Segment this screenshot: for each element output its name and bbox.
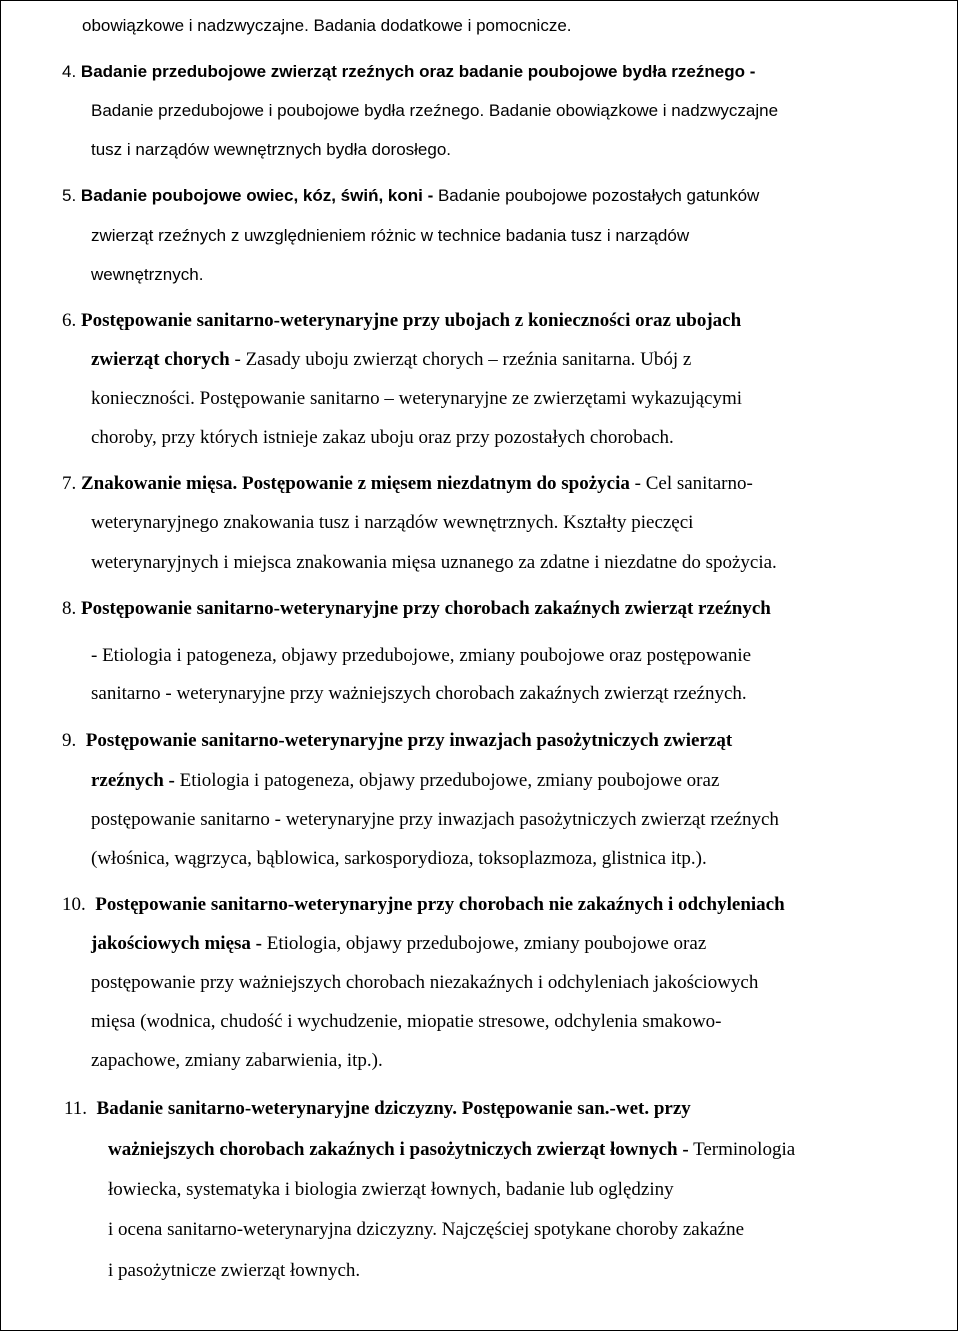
item-text: sanitarno - weterynaryjne przy ważniejszych chorobach zakaźnych zwierząt rzeźnych.: [91, 683, 747, 704]
item-text: tusz i narządów wewnętrznych bydła dorosłego.: [91, 140, 452, 159]
item-title: Badanie poubojowe owiec, kóz, świń, koni -: [80, 186, 434, 205]
item-text: Badanie poubojowe pozostałych gatunków: [433, 186, 760, 205]
item-number: 10.: [62, 894, 86, 915]
item-text: Terminologia: [688, 1139, 796, 1160]
item-text: postępowanie sanitarno - weterynaryjne przy inwazjach pasożytniczych zwierząt rzeźnych: [91, 809, 779, 830]
item-text: zapachowe, zmiany zabarwienia, itp.).: [91, 1050, 383, 1071]
item-text: - Cel sanitarno-: [629, 473, 753, 494]
item-text: Badanie przedubojowe i poubojowe bydła rzeźnego. Badanie obowiązkowe i nadzwyczajne: [91, 101, 779, 120]
item-title: Postępowanie sanitarno-weterynaryjne przy chorobach zakaźnych zwierząt rzeźnych: [81, 598, 771, 619]
item-text: Etiologia, objawy przedubojowe, zmiany poubojowe oraz: [261, 933, 707, 954]
item-title: Postępowanie sanitarno-weterynaryjne przy inwazjach pasożytniczych zwierząt: [85, 730, 733, 751]
intro-line: obowiązkowe i nadzwyczajne. Badania dodatkowe i pomocnicze.: [82, 16, 572, 35]
item-text: postępowanie przy ważniejszych chorobach niezakaźnych i odchyleniach jakościowych: [91, 972, 759, 993]
item-number: 7.: [62, 473, 77, 494]
item-number: 6.: [62, 310, 77, 331]
item-number: 4.: [62, 62, 77, 81]
item-text: i pasożytnicze zwierząt łownych.: [108, 1260, 361, 1281]
item-title: Znakowanie mięsa.: [81, 473, 238, 494]
item-text: weterynaryjnych i miejsca znakowania mięsa uznanego za zdatne i niezdatne do spożycia.: [91, 552, 777, 573]
item-title: zwierząt chorych: [91, 349, 230, 370]
item-text: - Zasady uboju zwierząt chorych – rzeźnia sanitarna. Ubój z: [229, 349, 692, 370]
item-title: ważniejszych chorobach zakaźnych i pasożytniczych zwierząt łownych -: [108, 1139, 689, 1160]
item-text: weterynaryjnego znakowania tusz i narządów wewnętrznych. Kształty pieczęci: [91, 512, 694, 533]
item-number: 11.: [64, 1098, 88, 1119]
item-title: rzeźnych -: [91, 770, 175, 791]
item-text: wewnętrznych.: [91, 265, 204, 284]
item-title: jakościowych mięsa -: [91, 933, 262, 954]
item-title: Postępowanie z mięsem niezdatnym do spożycia: [237, 473, 630, 494]
item-text: i ocena sanitarno-weterynaryjna dziczyzny. Najczęściej spotykane choroby zakaźne: [108, 1219, 745, 1240]
item-number: 8.: [62, 598, 77, 619]
item-text: - Etiologia i patogeneza, objawy przedubojowe, zmiany poubojowe oraz postępowanie: [91, 645, 752, 666]
item-text: mięsa (wodnica, chudość i wychudzenie, miopatie stresowe, odchylenia smakowo-: [91, 1011, 722, 1032]
item-title: Postępowanie sanitarno-weterynaryjne przy ubojach z konieczności oraz ubojach: [81, 310, 742, 331]
item-text: (włośnica, wągrzyca, bąblowica, sarkosporydioza, toksoplazmoza, glistnica itp.).: [91, 848, 707, 869]
item-text: choroby, przy których istnieje zakaz uboju oraz przy pozostałych chorobach.: [91, 427, 674, 448]
item-title: Badanie sanitarno-weterynaryjne dziczyzny. Postępowanie san.-wet. przy: [96, 1098, 691, 1119]
item-text: zwierząt rzeźnych z uwzględnieniem różnic w technice badania tusz i narządów: [91, 226, 690, 245]
item-text: łowiecka, systematyka i biologia zwierząt łownych, badanie lub oględziny: [108, 1179, 674, 1200]
item-title: Badanie przedubojowe zwierząt rzeźnych oraz badanie poubojowe bydła rzeźnego -: [80, 62, 756, 81]
item-number: 9.: [62, 730, 77, 751]
item-text: Etiologia i patogeneza, objawy przedubojowe, zmiany poubojowe oraz: [174, 770, 720, 791]
item-number: 5.: [62, 186, 77, 205]
item-text: konieczności. Postępowanie sanitarno – weterynaryjne ze zwierzętami wykazującymi: [91, 388, 743, 409]
item-title: Postępowanie sanitarno-weterynaryjne przy chorobach nie zakaźnych i odchyleniach: [95, 894, 785, 915]
